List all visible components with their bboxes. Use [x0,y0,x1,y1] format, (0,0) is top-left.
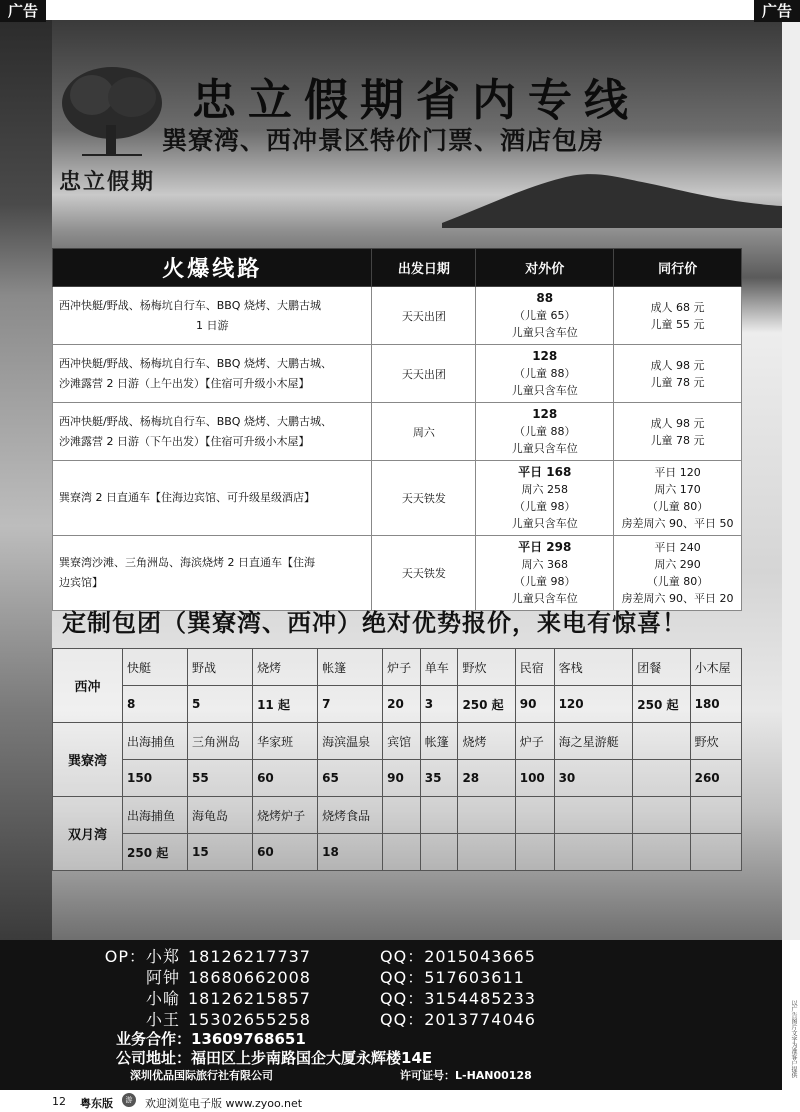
package-item: 海滨温泉 [318,723,383,760]
package-price: 250 起 [123,834,188,871]
left-photo-strip [0,20,52,940]
package-row-shuangyue-prices [53,834,742,871]
package-price [515,834,554,871]
route-price-line: （儿童 80） [646,575,709,588]
route-date [372,536,476,611]
route-price-line: 128 [532,349,558,363]
package-item [554,797,633,834]
package-price: 90 [383,760,421,797]
package-location-xichong: 西冲 [53,649,123,723]
route-row [53,345,742,403]
logo-text: 忠立假期 [58,169,155,195]
logo [52,55,172,195]
route-description [53,536,372,611]
custom-group-banner: 定制包团（巽寮湾、西冲）绝对优势报价，来电有惊喜！ [62,609,687,637]
package-item: 帐篷 [318,649,383,686]
route-price-line: 周六 290 [654,558,701,571]
package-item: 野战 [188,649,253,686]
package-item [690,797,741,834]
route-trade-price [614,403,742,461]
route-price-line: （儿童 80） [646,500,709,513]
package-item: 华家班 [253,723,318,760]
route-price-line: 儿童 78 元 [650,375,705,389]
route-price-line: 儿童只含车位 [511,442,578,455]
site-badge-icon: 游 [122,1093,136,1107]
route-price-line: 平日 298 [518,540,572,554]
col-public-price-header: 对外价 [476,249,614,287]
package-row-xunliao-items [53,723,742,760]
package-row-xichong-prices [53,686,742,723]
contact-line [90,1007,536,1030]
package-price: 65 [318,760,383,797]
route-price-line: 房差周六 90、平日 50 [621,517,734,530]
package-item: 海之星游艇 [554,723,633,760]
col-trade-price-header: 同行价 [614,249,742,287]
package-row-shuangyue-items [53,797,742,834]
package-price [554,834,633,871]
package-price: 5 [188,686,253,723]
package-price-grid [52,648,742,871]
package-price: 20 [383,686,421,723]
route-public-price [476,461,614,536]
route-row [53,403,742,461]
ad-tag-left: 广告 [0,0,46,22]
package-item: 帐篷 [420,723,458,760]
route-date-line: 天天铁发 [401,567,446,580]
route-desc-line: 巽寮湾 2 日直通车【住海边宾馆、可升级星级酒店】 [59,491,315,504]
business-phone: 业务合作：13609768651 [116,1030,306,1048]
route-desc-line: 边宾馆】 [59,576,103,589]
route-desc-line: 1 日游 [195,318,229,332]
route-description [53,403,372,461]
headline: 忠立假期省内专线 [192,75,640,126]
package-price [420,834,458,871]
route-price-line: 平日 168 [518,465,572,479]
route-desc-line: 沙滩露营 2 日游（上午出发）【住宿可升级小木屋】 [59,376,310,390]
route-price-line: （儿童 98） [513,500,576,513]
side-note: 以广告图片文字为准客户提供 [790,1000,797,1078]
package-row-xunliao-prices [53,760,742,797]
package-item: 出海捕鱼 [123,797,188,834]
route-price-line: 房差周六 90、平日 20 [621,592,734,605]
route-price-line: 平日 120 [654,466,701,479]
package-location-shuangyue: 双月湾 [53,797,123,871]
contact-label: 小喻 [145,989,180,1008]
route-description [53,345,372,403]
edition-label: 粤东版 [80,1097,113,1110]
contact-label: OP：小郑 [104,947,180,966]
contact-qq: QQ：517603611 [380,968,525,987]
package-price: 260 [690,760,741,797]
subhead: 巽寮湾、西冲景区特价门票、酒店包房 [162,126,605,155]
route-date-line: 天天出团 [401,367,446,381]
page-footer [0,1090,800,1112]
route-price-line: 儿童 55 元 [650,317,705,331]
package-item: 单车 [420,649,458,686]
contact-label: 小王 [145,1010,180,1029]
route-price-line: 儿童只含车位 [511,592,578,605]
route-date [372,461,476,536]
package-price: 55 [188,760,253,797]
package-price: 180 [690,686,741,723]
package-item [515,797,554,834]
package-location-xunliao: 巽寮湾 [53,723,123,797]
contact-qq: QQ：2013774046 [380,1010,536,1029]
route-desc-line: 西冲快艇/野战、杨梅坑自行车、BBQ 烧烤、大鹏古城、 [59,356,332,370]
package-item: 炉子 [515,723,554,760]
package-item [633,723,690,760]
route-row [53,536,742,611]
route-price-line: （儿童 88） [513,425,576,438]
package-price: 18 [318,834,383,871]
route-date [372,403,476,461]
package-item: 炉子 [383,649,421,686]
route-price-line: （儿童 65） [513,309,576,322]
tree-logo-icon [52,55,172,175]
route-price-line: 128 [532,407,558,421]
contact-phone: 18680662008 [188,968,311,987]
route-price-line: 成人 98 元 [650,416,705,430]
package-item [420,797,458,834]
route-date-line: 天天铁发 [401,492,446,505]
package-item [633,797,690,834]
route-public-price [476,536,614,611]
route-date-line: 天天出团 [401,309,446,323]
package-price: 150 [123,760,188,797]
contact-qq: QQ：2015043665 [380,947,536,966]
contact-panel [0,940,782,1090]
package-price [458,834,515,871]
route-description [53,287,372,345]
contact-label: 阿钟 [145,968,180,987]
package-price: 15 [188,834,253,871]
agency-name: 深圳优品国际旅行社有限公司 [130,1069,273,1082]
package-row-xichong-items [53,649,742,686]
package-price [383,834,421,871]
route-date-line: 周六 [412,425,435,439]
package-item: 团餐 [633,649,690,686]
package-price: 30 [554,760,633,797]
package-item: 小木屋 [690,649,741,686]
package-item: 野炊 [458,649,515,686]
col-date-header: 出发日期 [372,249,476,287]
route-row [53,461,742,536]
route-desc-line: 巽寮湾沙滩、三角洲岛、海滨烧烤 2 日直通车【住海 [59,556,315,569]
contact-line [90,986,536,1009]
package-item: 海龟岛 [188,797,253,834]
contact-phone: 18126215857 [188,989,311,1008]
advert-panel [52,20,782,940]
package-price [633,834,690,871]
package-price: 60 [253,834,318,871]
package-item: 烧烤炉子 [253,797,318,834]
route-description [53,461,372,536]
package-price: 250 起 [633,686,690,723]
contact-line [90,965,525,988]
route-price-line: （儿童 88） [513,367,576,380]
route-price-line: 成人 98 元 [650,358,705,372]
package-item: 客栈 [554,649,633,686]
welcome-link[interactable]: 欢迎浏览电子版 www.zyoo.net [145,1097,303,1110]
route-trade-price [614,536,742,611]
license-number: 许可证号：L-HAN00128 [400,1069,532,1082]
contact-line [90,944,536,967]
route-public-price [476,403,614,461]
ad-tag-right: 广告 [754,0,800,22]
package-item [383,797,421,834]
route-desc-line: 西冲快艇/野战、杨梅坑自行车、BBQ 烧烤、大鹏古城 [59,298,321,312]
package-price: 100 [515,760,554,797]
route-price-line: 儿童 78 元 [650,433,705,447]
package-price: 60 [253,760,318,797]
package-price: 120 [554,686,633,723]
page-number: 12 [52,1095,66,1108]
package-item: 民宿 [515,649,554,686]
route-price-line: 儿童只含车位 [511,384,578,397]
package-price: 250 起 [458,686,515,723]
route-price-line: 周六 258 [521,483,568,496]
package-item: 野炊 [690,723,741,760]
package-price: 7 [318,686,383,723]
route-trade-price [614,461,742,536]
route-trade-price [614,345,742,403]
contact-qq: QQ：3154485233 [380,989,536,1008]
route-price-line: 88 [536,291,554,305]
route-price-line: 儿童只含车位 [511,326,578,339]
contact-phone: 15302655258 [188,1010,311,1029]
company-address: 公司地址：福田区上步南路国企大厦永辉楼14E [116,1049,433,1067]
route-desc-line: 沙滩露营 2 日游（下午出发）【住宿可升级小木屋】 [59,434,310,448]
package-price [633,760,690,797]
route-public-price [476,287,614,345]
package-price: 28 [458,760,515,797]
contact-phone: 18126217737 [188,947,311,966]
route-public-price [476,345,614,403]
package-price: 90 [515,686,554,723]
package-price: 35 [420,760,458,797]
package-item: 烧烤 [253,649,318,686]
package-item: 出海捕鱼 [123,723,188,760]
package-price: 11 起 [253,686,318,723]
route-trade-price [614,287,742,345]
route-date [372,287,476,345]
package-item: 快艇 [123,649,188,686]
route-date [372,345,476,403]
package-item [458,797,515,834]
right-margin [782,20,800,940]
route-price-line: 周六 170 [654,483,701,496]
routes-table [52,248,742,611]
route-row [53,287,742,345]
route-price-line: 周六 368 [521,558,568,571]
package-price [690,834,741,871]
package-item: 宾馆 [383,723,421,760]
route-price-line: （儿童 98） [513,575,576,588]
hot-routes-header: 火爆线路 [53,249,372,287]
island-silhouette [442,168,782,228]
package-price: 3 [420,686,458,723]
route-price-line: 平日 240 [654,541,701,554]
package-price: 8 [123,686,188,723]
package-item: 烧烤 [458,723,515,760]
package-item: 烧烤食品 [318,797,383,834]
route-price-line: 成人 68 元 [650,300,705,314]
package-item: 三角洲岛 [188,723,253,760]
route-desc-line: 西冲快艇/野战、杨梅坑自行车、BBQ 烧烤、大鹏古城、 [59,414,332,428]
route-price-line: 儿童只含车位 [511,517,578,530]
